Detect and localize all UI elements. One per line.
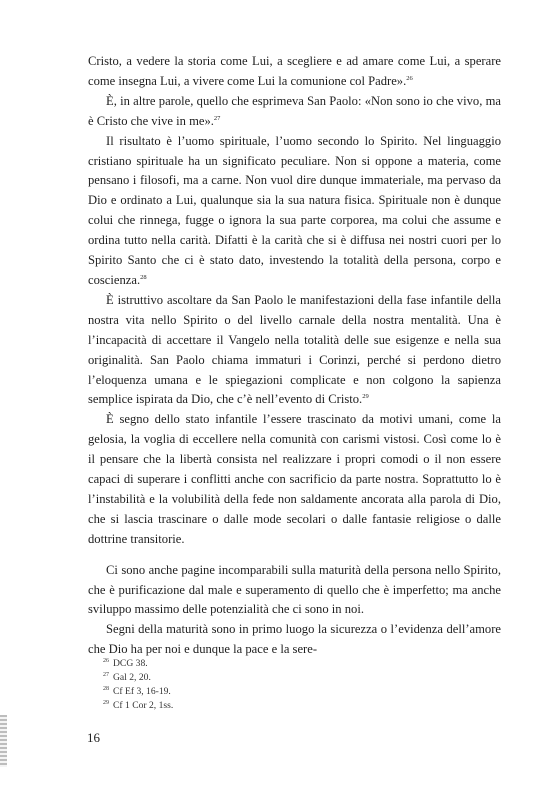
note-ref-29: 29 — [362, 393, 369, 401]
paragraph-4 — [88, 291, 501, 410]
footnote-26 — [103, 657, 173, 671]
footnote-number: 29 — [103, 699, 109, 706]
footnote-number: 27 — [103, 671, 109, 678]
paragraph-text: Ci sono anche pagine incomparabili sulla maturità della persona nello Spirito, che è purificazione dal male e superamento di quello che è imperfetto; ma anche sviluppo massimo delle potenzialità che ci sono in noi. — [88, 562, 501, 617]
paragraph-text: Segni della maturità sono in primo luogo la sicurezza o l’evidenza dell’amore che Dio ha per noi e dunque la pace e la sere- — [88, 622, 501, 657]
footnote-text: Cf 1 Cor 2, 1ss. — [113, 699, 174, 711]
binding-edge — [0, 715, 7, 767]
paragraph-text: Il risultato è l’uomo spirituale, l’uomo secondo lo Spirito. Nel linguaggio cristiano spirituale ha un significato peculiare. Non si oppone a materia, come pensano i filosofi, ma a carne. Non vuol dire dunque immateriale, ma pervaso da Dio e ordinato a Lui, qualunque sia la sua natura fisica. Spirituale non è dunque colui che rinnega, fugge o ignora la sua parte corporea, ma colui che assume e ordina tutto nella carità. Difatti è la carità che si è diffusa nei nostri cuori per lo Spirito Santo che ci è stato dato, investendo la totalità della persona, corpo e coscienza. — [88, 133, 501, 287]
paragraph-text: È segno dello stato infantile l’essere trascinato da motivi umani, come la gelosia, la voglia di eccellere nella comunità con carismi vistosi. Così come lo è il pensare che la libertà consista nel realizzare i propri comodi o il non essere capaci di superare i conflitti anche con sacrificio da parte nostra. Soprattutto lo è l’instabilità e la volubilità della fede non saldamente ancorata alla parola di Dio, che si lascia trascinare o dalle mode secolari o dalle fantasie religiose o dalle dottrine transitorie. — [88, 412, 501, 546]
page-number: 16 — [87, 730, 100, 745]
footnotes — [103, 657, 173, 713]
footnote-number: 28 — [103, 685, 109, 692]
paragraph-2 — [88, 92, 501, 132]
paragraph-text: Cristo, a vedere la storia come Lui, a scegliere e ad amare come Lui, a sperare come insegna Lui, a vivere come Lui la comunione col Padre». — [88, 54, 501, 88]
paragraph-6 — [88, 561, 501, 621]
footnote-number: 26 — [103, 657, 109, 664]
paragraph-text: È, in altre parole, quello che esprimeva San Paolo: «Non sono io che vivo, ma è Cristo che vive in me». — [88, 93, 501, 128]
footnote-28 — [103, 685, 173, 699]
paragraph-1 — [88, 52, 501, 92]
footnote-text: Cf Ef 3, 16-19. — [113, 685, 171, 697]
footnote-text: DCG 38. — [113, 658, 148, 669]
paragraph-3 — [88, 132, 501, 291]
footnote-29 — [103, 699, 173, 713]
footnote-text: Gal 2, 20. — [113, 671, 151, 683]
footnote-27 — [103, 671, 173, 685]
paragraph-text: È istruttivo ascoltare da San Paolo le manifestazioni della fase infantile della nostra vita nello Spirito o del livello carnale della nostra mentalità. Una è l’incapacità di accettare il Vangelo nella totalità delle sue esigenze e nella sua originalità. San Paolo chiama immaturi i Corinzi, perché si perdono dietro l’eloquenza umana e le spiegazioni complicate e non colgono la sapienza semplice ispirata da Dio, che c’è nell’evento di Cristo. — [88, 292, 501, 407]
paragraph-7 — [88, 620, 501, 660]
paragraph-5 — [88, 410, 501, 549]
note-ref-27: 27 — [213, 114, 221, 122]
body-text — [88, 52, 501, 660]
note-ref-28: 28 — [140, 273, 147, 281]
note-ref-26: 26 — [406, 74, 413, 82]
